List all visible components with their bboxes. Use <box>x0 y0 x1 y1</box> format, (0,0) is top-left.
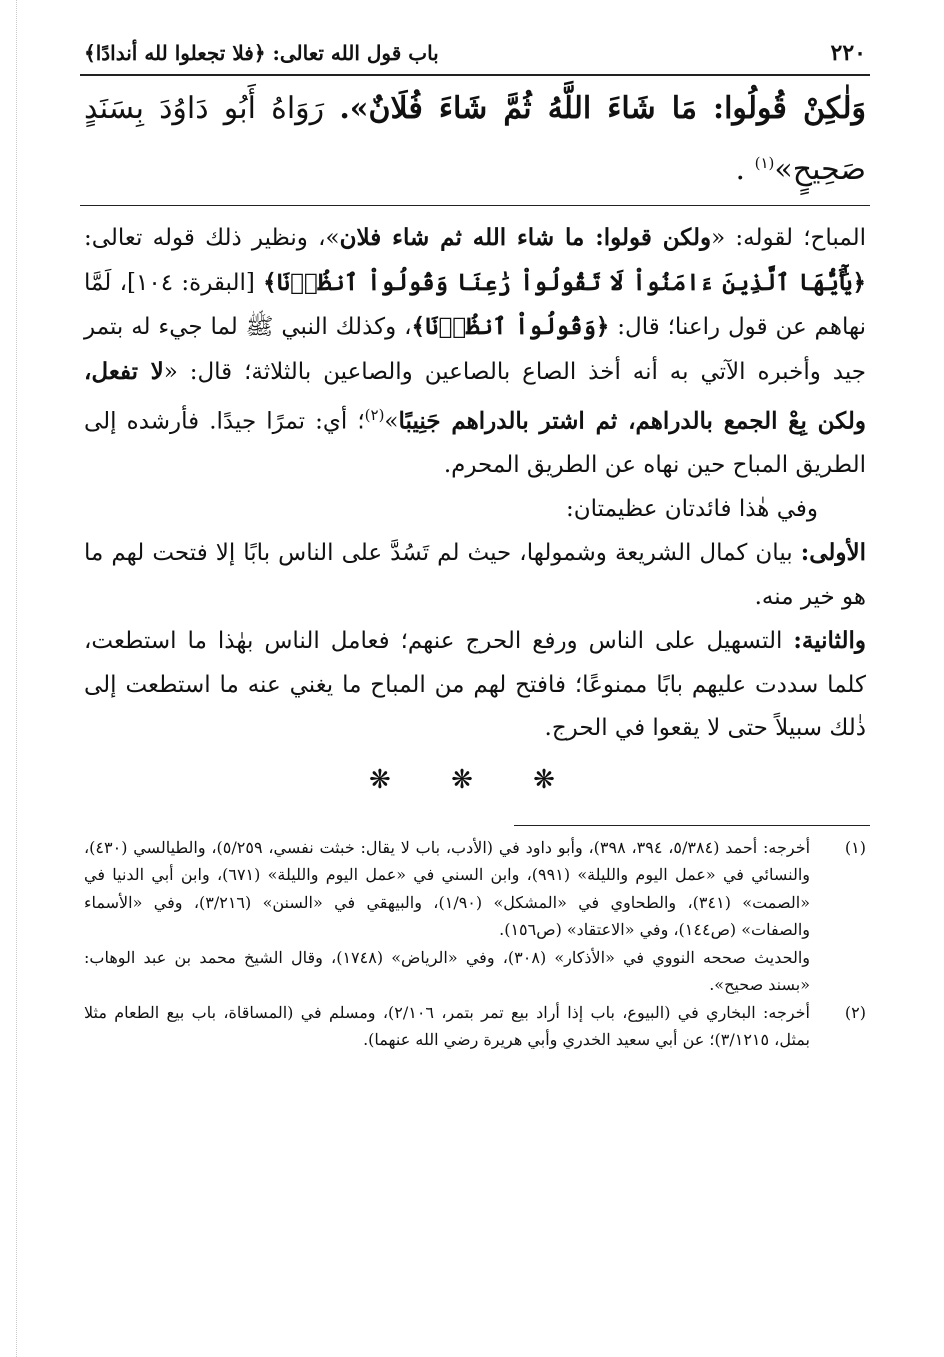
footnote-body <box>84 999 810 1054</box>
footnote-ref-1: (١) <box>754 154 775 172</box>
commentary-paragraph-4 <box>84 619 866 751</box>
hadith-end: . <box>735 152 755 187</box>
footnote-text: أخرجه: أحمد (٥/٣٨٤، ٣٩٤، ٣٩٨)، وأبو داود في (الأدب، باب لا يقال: خبثت نفسي، ٥/٢٥٩)، والطيالسي (٤٣٠)، والنسائي في «عمل اليوم والليلة» (٩٩١)، وابن السني في «عمل اليوم والليلة» (٦٧١)، وابن أبي الدنيا في «الصمت» (٣٤١)، والطحاوي في «المشكل» (١/٩٠)، والبيهقي في «السنن» (٣/٢١٦)، وفي «الأسماء والصفات» (ص١٤٤)، وفي «الاعتقاد» (ص١٥٦). <box>84 837 811 940</box>
page-number: ٢٢٠ <box>830 40 866 66</box>
text-run: »، ونظير ذلك قوله تعالى: <box>84 225 340 251</box>
hadith-narration: رَوَاهُ أَبُو دَاوُدَ بِسَنَدٍ صَحِيحٍ» <box>84 91 866 187</box>
footnote-number: (٢) <box>844 1002 866 1022</box>
text-run: التسهيل على الناس ورفع الحرج عنهم؛ فعامل الناس بهٰذا ما استطعت، كلما سددت عليهم بابًا ممنوعًا؛ فافتح لهم من المباح ما يغني عنه ما استطعت إلى ذٰلك سبيلاً حتى لا يقعوا في الحرج. <box>84 628 866 742</box>
point-label-first: الأولى: <box>800 539 866 567</box>
text-run: المباح؛ لقوله: « <box>711 225 867 251</box>
footnote-continuation: والحديث صححه النووي في «الأذكار» (٣٠٨)، وفي «الرياض» (١٧٤٨)، وقال الشيخ محمد بن عبد الوهاب: «بسند صحيح». <box>84 947 811 995</box>
point-label-second: والثانية: <box>793 627 866 655</box>
text-run: » <box>384 408 399 435</box>
page-header <box>80 40 870 74</box>
commentary <box>80 206 870 751</box>
footnote-ref-2: (٢) <box>364 406 385 424</box>
page-edge-dotted-line <box>16 0 17 1357</box>
quran-verse: ﴿وَقُولُواْ ٱنظُرۡنَا﴾ <box>411 313 610 340</box>
text-run: ؛ أي: تمرًا جيدًا. فأرشده إلى الطريق المباح حين نهاه عن الطريق المحرم. <box>84 408 866 479</box>
footnote-2 <box>84 999 866 1054</box>
quoted-hadith: ولكن قولوا: ما شاء الله ثم شاء فلان <box>339 224 712 251</box>
text-run: بيان كمال الشريعة وشمولها، حيث لم تَسُدَّ على الناس بابًا إلا فتحت لهم ما هو خير منه. <box>84 540 866 610</box>
hadith-text <box>80 76 870 205</box>
quran-verse: ﴿يَٰٓأَيُّهَا ٱلَّذِينَ ءَامَنُواْ لَا تَقُولُواْ رَٰعِنَا وَقُولُواْ ٱنظُرۡنَا﴾ <box>263 268 866 296</box>
hadith-quote: وَلٰكِنْ قُولُوا: مَا شَاءَ اللَّهُ ثُمَّ شَاءَ فُلَانٌ». <box>339 91 867 126</box>
text-run: [البقرة: ١٠٤]، لَمَّا نهاهم عن قول راعنا؛ قال: <box>84 269 866 340</box>
commentary-paragraph-3 <box>84 531 866 619</box>
footnote-number: (١) <box>844 837 866 857</box>
book-page <box>80 40 870 1054</box>
section-separator-stars: ❋ ❋ ❋ <box>369 764 581 795</box>
footnote-text: أخرجه: البخاري في (البيوع، باب إذا أراد بيع تمر بتمر، ٢/١٠٦)، ومسلم في (المساقاة، باب بيع الطعام مثلا بمثل، ٣/١٢١٥)؛ عن أبي سعيد الخدري وأبي هريرة رضي الله عنهما). <box>84 1002 810 1050</box>
footnote-1 <box>84 834 866 999</box>
footnote-body <box>84 834 810 999</box>
footnotes <box>80 834 870 1054</box>
commentary-paragraph-1 <box>84 216 866 488</box>
commentary-paragraph-2: وفي هٰذا فائدتان عظيمتان: <box>566 495 818 522</box>
footnote-rule <box>514 825 870 826</box>
chapter-title: باب قول الله تعالى: ﴿فلا تجعلوا لله أندادًا﴾ <box>84 41 439 65</box>
quoted-hadith: لا تفعل، ولكن بِعْ الجمع بالدراهم، ثم اشتر بالدراهم جَنِيبًا <box>84 357 866 435</box>
text-run: ، وكذلك النبي ﷺ لما جيء له بتمر جيد وأخبره الآتي به أنه أخذ الصاع بالصاعين والصاعين بالثلاثة؛ قال: « <box>84 314 866 385</box>
